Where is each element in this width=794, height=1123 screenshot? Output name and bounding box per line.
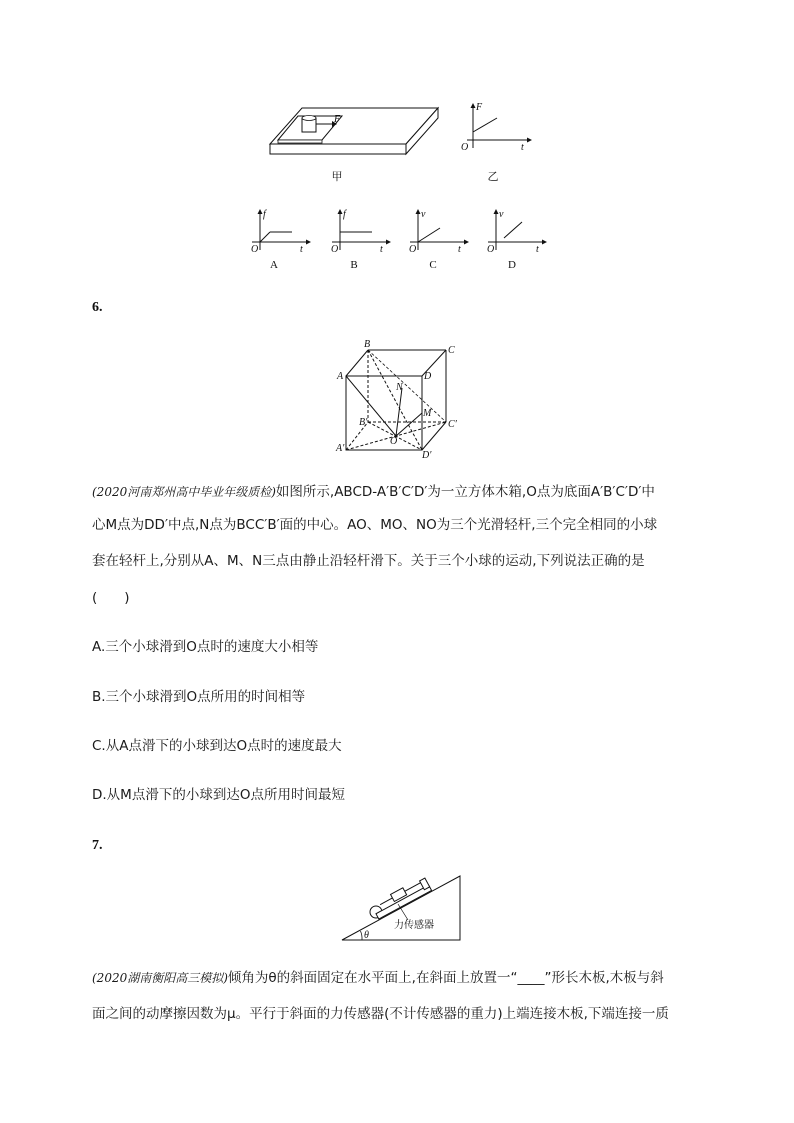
block-top	[302, 116, 316, 121]
q6-source: (2020河南郑州高中毕业年级质检)	[92, 485, 276, 499]
sensor-label: 力传感器	[394, 920, 434, 931]
option-label-c: C	[429, 259, 437, 271]
yi-line	[473, 118, 497, 132]
q7-stem-text1: 倾角为θ的斜面固定在水平面上,在斜面上放置一“____”形长木板,木板与斜	[227, 970, 664, 986]
graph-b-origin: O	[331, 244, 339, 255]
cube-label-a: A	[337, 371, 344, 382]
cube-label-d: D	[424, 371, 432, 382]
q6-option-d: D.从M点滑下的小球到达O点所用时间最短	[92, 787, 345, 803]
graph-d-origin: O	[487, 244, 495, 255]
board-front	[270, 144, 406, 154]
q7-number: 7.	[92, 838, 103, 853]
q6-option-c: C.从A点滑下的小球到达O点时的速度最大	[92, 738, 342, 754]
q6-stem-line1	[92, 480, 655, 504]
q6-option-a: A.三个小球滑到O点时的速度大小相等	[92, 639, 319, 655]
option-label-b: B	[350, 259, 358, 271]
graph-c-origin: O	[409, 244, 417, 255]
cube-label-a1: A′	[336, 443, 345, 454]
option-graph-d	[484, 208, 548, 256]
graph-d-yaxis: v	[499, 209, 504, 220]
yi-origin: O	[461, 142, 469, 153]
option-graph-a	[248, 208, 312, 256]
q6-stem-line3: 套在轻杆上,分别从A、M、N三点由静止沿轻杆滑下。关于三个小球的运动,下列说法正确的是	[92, 553, 645, 569]
graph-a-origin: O	[251, 244, 259, 255]
cube-label-b1: B′	[359, 417, 368, 428]
q7-stem-line2: 面之间的动摩擦因数为μ。平行于斜面的力传感器(不计传感器的重力)上端连接木板,下端连接一质	[92, 1006, 669, 1022]
cube-label-n: N	[396, 382, 403, 393]
q7-stem-line1	[92, 966, 664, 990]
cube-label-c: C	[448, 345, 455, 356]
q6-number: 6.	[92, 300, 103, 315]
graph-b-xaxis: t	[380, 244, 383, 255]
cube-figure	[330, 336, 470, 462]
plank-edge	[278, 140, 322, 143]
cube-label-c1: C′	[448, 419, 457, 430]
incline-figure	[336, 868, 466, 944]
jia-figure	[262, 100, 448, 162]
cube-label-m: M	[423, 408, 432, 419]
board-end	[420, 878, 430, 890]
yi-axis-y: F	[476, 102, 483, 113]
option-graph-b	[328, 208, 392, 256]
graph-a-yaxis: f	[263, 209, 266, 220]
q6-option-b: B.三个小球滑到O点所用的时间相等	[92, 689, 306, 705]
cube-label-b: B	[364, 339, 371, 350]
yi-axis-x: t	[521, 142, 524, 153]
cube-label-d1: D′	[422, 450, 432, 461]
graph-a-xaxis: t	[300, 244, 303, 255]
graph-c-yaxis: v	[421, 209, 426, 220]
caption-yi: 乙	[487, 171, 499, 183]
graph-b-yaxis: f	[343, 209, 346, 220]
yi-graph	[455, 100, 535, 156]
angle-label: θ	[364, 930, 369, 941]
option-label-a: A	[270, 259, 278, 271]
graph-c-xaxis: t	[458, 244, 461, 255]
force-label: F	[334, 114, 341, 125]
q7-source: (2020湖南衡阳高三模拟)	[92, 971, 228, 985]
q6-stem-line2: 心M点为DD′中点,N点为BCC′B′面的中心。AO、MO、NO为三个光滑轻杆,三个完全相同的小球	[92, 517, 658, 533]
graph-d-xaxis: t	[536, 244, 539, 255]
q6-blank: ( )	[92, 590, 130, 606]
option-label-d: D	[508, 259, 516, 271]
cube-label-o: O	[390, 436, 398, 447]
option-graph-c	[406, 208, 470, 256]
q6-stem-text1: 如图所示,ABCD-A′B′C′D′为一立方体木箱,O点为底面A′B′C′D′中	[275, 484, 655, 500]
caption-jia: 甲	[331, 171, 343, 183]
